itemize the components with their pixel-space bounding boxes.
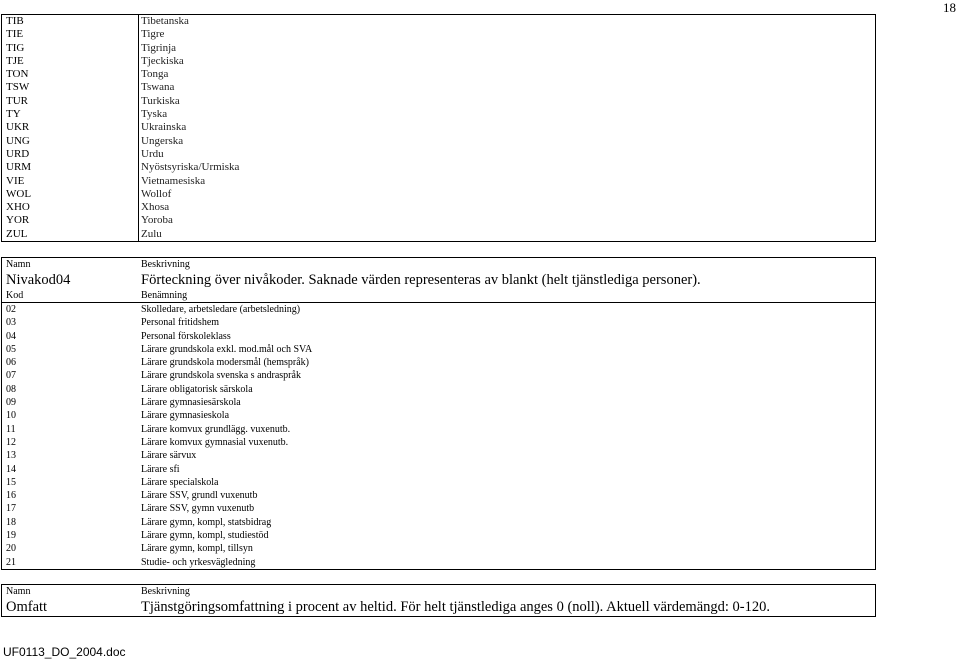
language-name: Tyska [141,108,168,121]
language-code: TIE [2,28,139,41]
nivakod-row [2,502,875,515]
nivakod-label: Lärare komvux grundlägg. vuxenutb. [141,423,291,435]
nivakod-label: Lärare grundskola svenska s andraspråk [141,370,301,382]
language-name: Xhosa [141,201,170,214]
language-name: Wollof [141,187,172,200]
nivakod-code: 08 [6,383,16,395]
nivakod-row [2,330,875,343]
nivakod-label: Lärare SSV, gymn vuxenutb [141,503,255,515]
nivakod-table [1,257,876,570]
nivakod-label: Studie- och yrkesvägledning [141,556,256,568]
nivakod-label: Skolledare, arbetsledare (arbetsledning) [141,304,301,315]
nivakod-header-desc: Beskrivning [141,259,190,270]
language-row [2,188,875,201]
nivakod-code: 05 [6,343,16,355]
language-name: Tjeckiska [141,54,184,67]
nivakod-row [2,396,875,409]
nivakod-desc: Förteckning över nivåkoder. Saknade värden representeras av blankt (helt tjänstlediga personer). [141,272,701,288]
language-code: TIG [2,42,139,55]
nivakod-row [2,489,875,502]
nivakod-code: 15 [6,476,16,488]
language-name: Yoroba [141,214,173,227]
language-name: Tswana [141,81,175,94]
nivakod-code: 18 [6,516,16,528]
nivakod-sub-benamning: Benämning [141,290,188,301]
nivakod-label: Lärare obligatorisk särskola [141,383,253,395]
language-name: Ungerska [141,134,184,147]
nivakod-code: 04 [6,330,16,342]
nivakod-label: Lärare sfi [141,463,180,475]
language-code: URD [2,148,139,161]
language-name: Tibetanska [141,15,189,27]
nivakod-row [2,529,875,542]
language-code: VIE [2,175,139,188]
language-row [2,148,875,161]
language-row [2,214,875,227]
omfatt-table [1,584,876,617]
nivakod-row [2,356,875,369]
nivakod-sub-kod: Kod [6,290,24,301]
nivakod-label: Personal förskoleklass [141,330,231,342]
nivakod-code: 17 [6,503,16,515]
language-name: Tigre [141,28,165,41]
language-name: Turkiska [141,94,180,107]
nivakod-label: Lärare gymn, kompl, studiestöd [141,530,269,542]
language-code: YOR [2,214,139,227]
nivakod-code: 12 [6,436,16,448]
language-code: TJE [2,55,139,68]
nivakod-row [2,316,875,329]
nivakod-row [2,556,875,569]
language-code: XHO [2,201,139,214]
nivakod-row [2,516,875,529]
omfatt-header-row [2,585,875,598]
language-row [2,228,875,241]
nivakod-label: Lärare komvux gymnasial vuxenutb. [141,436,289,448]
nivakod-code: 11 [6,423,16,435]
nivakod-row [2,542,875,555]
language-code: TSW [2,81,139,94]
language-row [2,55,875,68]
language-name: Ukrainska [141,121,187,134]
nivakod-code: 02 [6,304,16,315]
language-row [2,68,875,81]
language-code: URM [2,161,139,174]
language-code: TON [2,68,139,81]
nivakod-row [2,423,875,436]
language-row [2,175,875,188]
nivakod-label: Lärare gymn, kompl, tillsyn [141,543,253,555]
omfatt-desc: Tjänstgöringsomfattning i procent av heltid. För helt tjänstlediga anges 0 (noll). Aktuell värdemängd: 0-120. [141,599,771,615]
omfatt-header-name: Namn [6,586,31,597]
nivakod-code: 21 [6,556,16,568]
language-code: ZUL [2,228,139,241]
nivakod-label: Lärare gymn, kompl, statsbidrag [141,516,272,528]
language-row [2,135,875,148]
language-row [2,201,875,214]
nivakod-code: 20 [6,543,16,555]
nivakod-code: 03 [6,317,16,329]
language-code: UNG [2,135,139,148]
nivakod-header-row [2,258,875,271]
page-number: 18 [943,0,956,15]
nivakod-label: Lärare SSV, grundl vuxenutb [141,490,258,502]
omfatt-name: Omfatt [6,599,48,615]
nivakod-row [2,343,875,356]
language-code: UKR [2,121,139,134]
language-name: Nyöstsyriska/Urmiska [141,161,240,174]
nivakod-code: 14 [6,463,16,475]
language-row [2,15,875,28]
language-name: Zulu [141,227,162,240]
nivakod-row [2,303,875,316]
nivakod-code: 10 [6,410,16,422]
nivakod-label: Lärare gymnasiesärskola [141,397,241,409]
language-name: Tigrinja [141,41,177,54]
language-row [2,108,875,121]
nivakod-code: 16 [6,490,16,502]
nivakod-row [2,436,875,449]
nivakod-label: Lärare specialskola [141,476,219,488]
omfatt-name-row [2,598,875,616]
language-name: Tonga [141,68,169,81]
nivakod-label: Lärare grundskola exkl. mod.mål och SVA [141,343,313,355]
nivakod-label: Lärare särvux [141,450,197,462]
nivakod-label: Lärare grundskola modersmål (hemspråk) [141,357,309,369]
nivakod-name-row [2,271,875,289]
language-name: Urdu [141,147,164,160]
language-row [2,121,875,134]
language-code: TY [2,108,139,121]
nivakod-row [2,369,875,382]
language-code: TIB [2,15,139,28]
omfatt-header-desc: Beskrivning [141,586,190,597]
nivakod-code: 19 [6,530,16,542]
footer-filename: UF0113_DO_2004.doc [3,645,126,659]
nivakod-name: Nivakod04 [6,272,71,288]
nivakod-code: 09 [6,397,16,409]
language-row [2,161,875,174]
nivakod-row [2,476,875,489]
language-code: TUR [2,95,139,108]
nivakod-label: Personal fritidshem [141,317,220,329]
language-name: Vietnamesiska [141,174,206,187]
nivakod-code: 13 [6,450,16,462]
nivakod-label: Lärare gymnasieskola [141,410,230,422]
language-code: WOL [2,188,139,201]
nivakod-row [2,463,875,476]
nivakod-header-name: Namn [6,259,31,270]
language-table [1,14,876,242]
nivakod-subheader-row [2,289,875,302]
language-row [2,81,875,94]
nivakod-code: 07 [6,370,16,382]
language-row [2,95,875,108]
nivakod-row [2,449,875,462]
nivakod-row [2,409,875,422]
nivakod-row [2,383,875,396]
language-row [2,42,875,55]
nivakod-code: 06 [6,357,16,369]
language-row [2,28,875,41]
